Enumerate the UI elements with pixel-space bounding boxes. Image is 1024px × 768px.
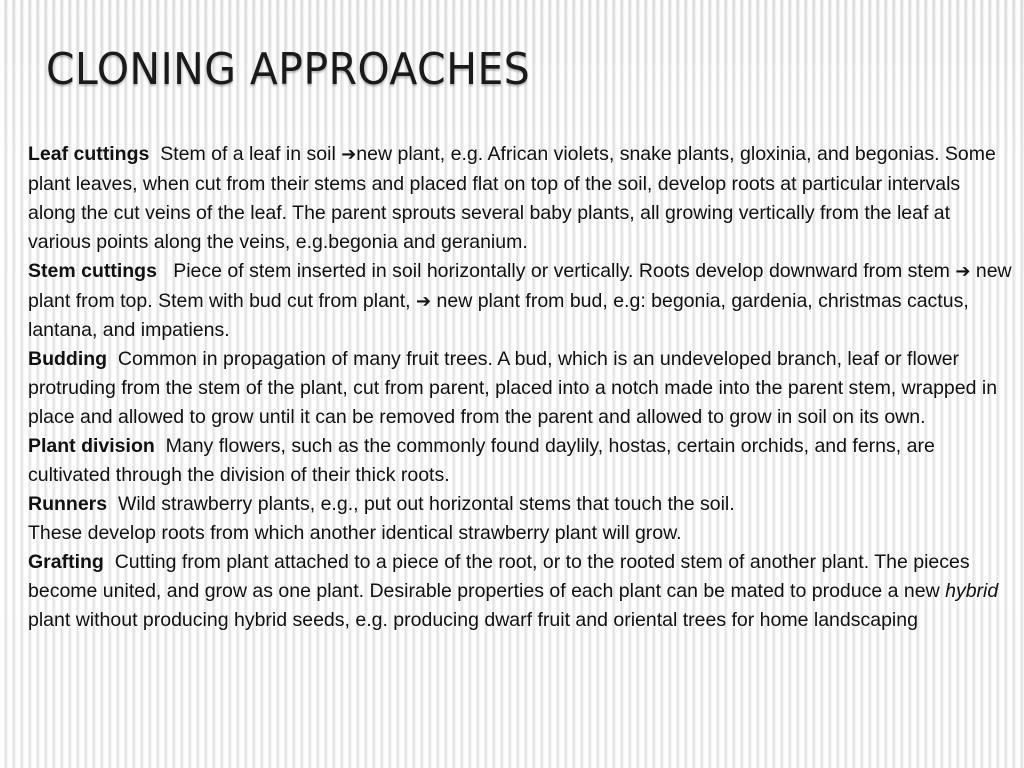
- budding-text: Common in propagation of many fruit trees. A bud, which is an undeveloped branch, leaf or flower protruding from the stem of the plant, cut from parent, placed into a notch made into the parent stem, wrapped in place and allowed to grow until it can be removed from the parent and allowed to grow in soil on its own.: [28, 348, 998, 429]
- arrow-right-icon: ➔: [341, 144, 357, 165]
- term-grafting: Grafting: [28, 550, 104, 573]
- plant-division-text: Many flowers, such as the commonly found daylily, hostas, certain orchids, and ferns, are cultivated through the division of their thick roots.: [28, 435, 935, 486]
- runners-text-line2: These develop roots from which another identical strawberry plant will grow.: [28, 521, 682, 544]
- term-runners: Runners: [28, 492, 108, 515]
- runners-text: Wild strawberry plants, e.g., put out horizontal stems that touch the soil.: [117, 492, 735, 515]
- term-plant-division: Plant division: [28, 435, 155, 458]
- arrow-right-icon: ➔: [416, 290, 432, 312]
- term-budding: Budding: [28, 348, 108, 371]
- section-stem-cuttings: [28, 257, 1012, 346]
- slide-body: [28, 140, 1012, 634]
- section-grafting: [28, 548, 1012, 635]
- grafting-text-b: plant without producing hybrid seeds, e.g. producing dwarf fruit and oriental trees for home landscaping: [28, 608, 918, 631]
- section-plant-division: [28, 432, 1012, 490]
- grafting-text-a: Cutting from plant attached to a piece of the root, or to the rooted stem of another plant. The pieces become united, and grow as one plant. Desirable properties of each plant can be mated to produce a new: [28, 550, 970, 602]
- arrow-right-icon: ➔: [955, 260, 971, 282]
- section-budding: [28, 345, 1012, 432]
- stem-cuttings-text-a: Piece of stem inserted in soil horizontally or vertically. Roots develop downward from stem: [173, 259, 956, 282]
- term-stem-cuttings: Stem cuttings: [28, 259, 157, 282]
- slide-title: CLONING APPROACHES: [46, 44, 531, 95]
- term-leaf-cuttings: Leaf cuttings: [28, 143, 150, 165]
- section-leaf-cuttings: [28, 140, 1012, 257]
- leaf-cuttings-text-b: new plant, e.g. African violets, snake plants, gloxinia, and begonias. Some plant leaves, when cut from their stems and placed flat on top of the soil, develop roots at particular intervals along the cut veins of the leaf. The parent sprouts several baby plants, all growing vertically from the leaf at various points along the veins, e.g.begonia and geranium.: [28, 143, 996, 253]
- grafting-hybrid-word: hybrid: [945, 579, 999, 602]
- stem-cuttings-text-b: new plant from top. Stem with bud cut from plant,: [28, 259, 1012, 312]
- leaf-cuttings-text-a: Stem of a leaf in soil: [160, 143, 342, 165]
- section-runners: [28, 490, 1012, 519]
- section-runners-line2: [28, 519, 1012, 548]
- stem-cuttings-text-c: new plant from bud, e.g: begonia, gardenia, christmas cactus, lantana, and impatiens.: [28, 289, 969, 342]
